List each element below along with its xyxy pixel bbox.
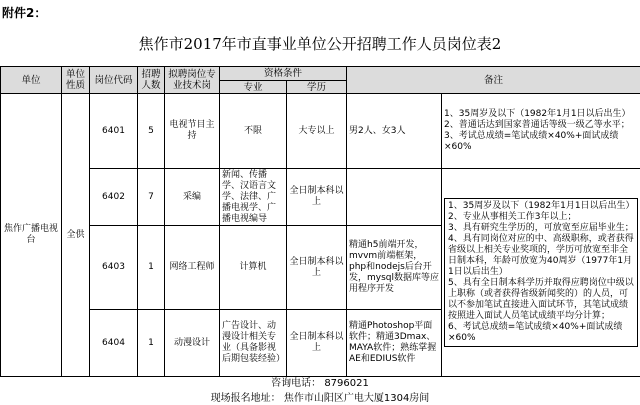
header-post-major: 拟聘岗位专业技术岗 [165, 67, 220, 94]
remark-line: 3、具有研究生学历的，可放宽至应届毕业生； [448, 223, 634, 233]
positions-table [0, 66, 640, 377]
page-title: 焦作市2017年市直事业单位公开招聘工作人员岗位表2 [138, 35, 502, 53]
post-code: 6403 [90, 226, 138, 310]
extra-requirement: 男2人、女3人 [347, 94, 442, 169]
remarks-cell [442, 169, 640, 377]
remark-line: 2、专业从事相关工作3年以上； [448, 212, 577, 222]
education: 全日制本科以上 [287, 169, 347, 226]
header-recruit-count: 招聘人数 [138, 67, 165, 94]
post-name: 电视节目主持 [165, 94, 220, 169]
remark-line: 5、具有全日制本科学历并取得应聘岗位中级以上职称（或者获得省级新闻奖的）的人员，可以不参加笔试直接进入面试环节，其笔试成绩按照进入面试人员笔试成绩平均分计算； [448, 278, 634, 321]
table-row [1, 94, 640, 169]
header-remarks: 备注 [347, 67, 640, 94]
major: 不限 [220, 94, 287, 169]
remark-line: 4、具有同岗位对应的中、高级职称，或者获得省级以上相关专业奖项的，学历可放宽至非全日制本科，年龄可放宽为40周岁（1977年1月1日以后出生） [448, 234, 634, 277]
table-row [1, 169, 640, 226]
major: 计算机 [220, 226, 287, 310]
recruit-count: 5 [138, 94, 165, 169]
education: 全日制本科以上 [287, 310, 347, 377]
recruit-count: 1 [138, 310, 165, 377]
extra-requirement: 精通Photoshop平面软件；精通3Dmax、MAYA软件；熟练掌握AE和EDIUS软件 [347, 310, 442, 377]
extra-requirement [347, 169, 442, 226]
recruit-count: 1 [138, 226, 165, 310]
header-education: 学历 [287, 81, 347, 94]
remark-line: 2、普通话达到国家普通话等级一级乙等水平； [444, 120, 630, 130]
major: 新闻、传播学、汉语言文学、法律、广播电视学、广播电视编导 [220, 169, 287, 226]
post-code: 6401 [90, 94, 138, 169]
header-unit-nature: 单位性质 [62, 67, 90, 94]
post-code: 6402 [90, 169, 138, 226]
education: 全日制本科以上 [287, 226, 347, 310]
remark-line: 1、35周岁及以下（1982年1月1日以后出生） [444, 109, 631, 119]
unit-nature: 全供 [62, 94, 90, 377]
address-line [0, 389, 640, 404]
header-post-code: 岗位代码 [90, 67, 138, 94]
address: 焦作市山阳区广电大厦1304房间 [283, 393, 430, 404]
attachment-label: 附件2： [2, 6, 47, 20]
header-major: 专业 [220, 81, 287, 94]
post-code: 6404 [90, 310, 138, 377]
phone-number: 8796021 [324, 378, 369, 389]
phone-line [0, 374, 640, 389]
post-name: 动漫设计 [165, 310, 220, 377]
remark-line: 1、35周岁及以下（1982年1月1日以后出生） [448, 201, 635, 211]
post-name: 采编 [165, 169, 220, 226]
remarks-cell [442, 94, 640, 169]
phone-label: 咨询电话： [271, 378, 322, 389]
education: 大专以上 [287, 94, 347, 169]
unit-name: 焦作广播电视台 [1, 94, 62, 377]
address-label: 现场报名地址： [210, 393, 281, 404]
major: 广告设计、动漫设计相关专业（具备影视后期包装经验） [220, 310, 287, 377]
remarks-box [444, 198, 638, 347]
remark-line: 3、考试总成绩=笔试成绩×40%+面试成绩×60% [444, 131, 619, 152]
header-unit: 单位 [1, 67, 62, 94]
remark-line: 6、考试总成绩=笔试成绩×40%+面试成绩×60% [448, 322, 623, 343]
recruit-count: 7 [138, 169, 165, 226]
header-qualifications: 资格条件 [220, 67, 347, 81]
extra-requirement: 精通h5前端开发，mvvm前端框架，php和nodejs后台开发，mysql数据库等应用程序开发 [347, 226, 442, 310]
post-name: 网络工程师 [165, 226, 220, 310]
